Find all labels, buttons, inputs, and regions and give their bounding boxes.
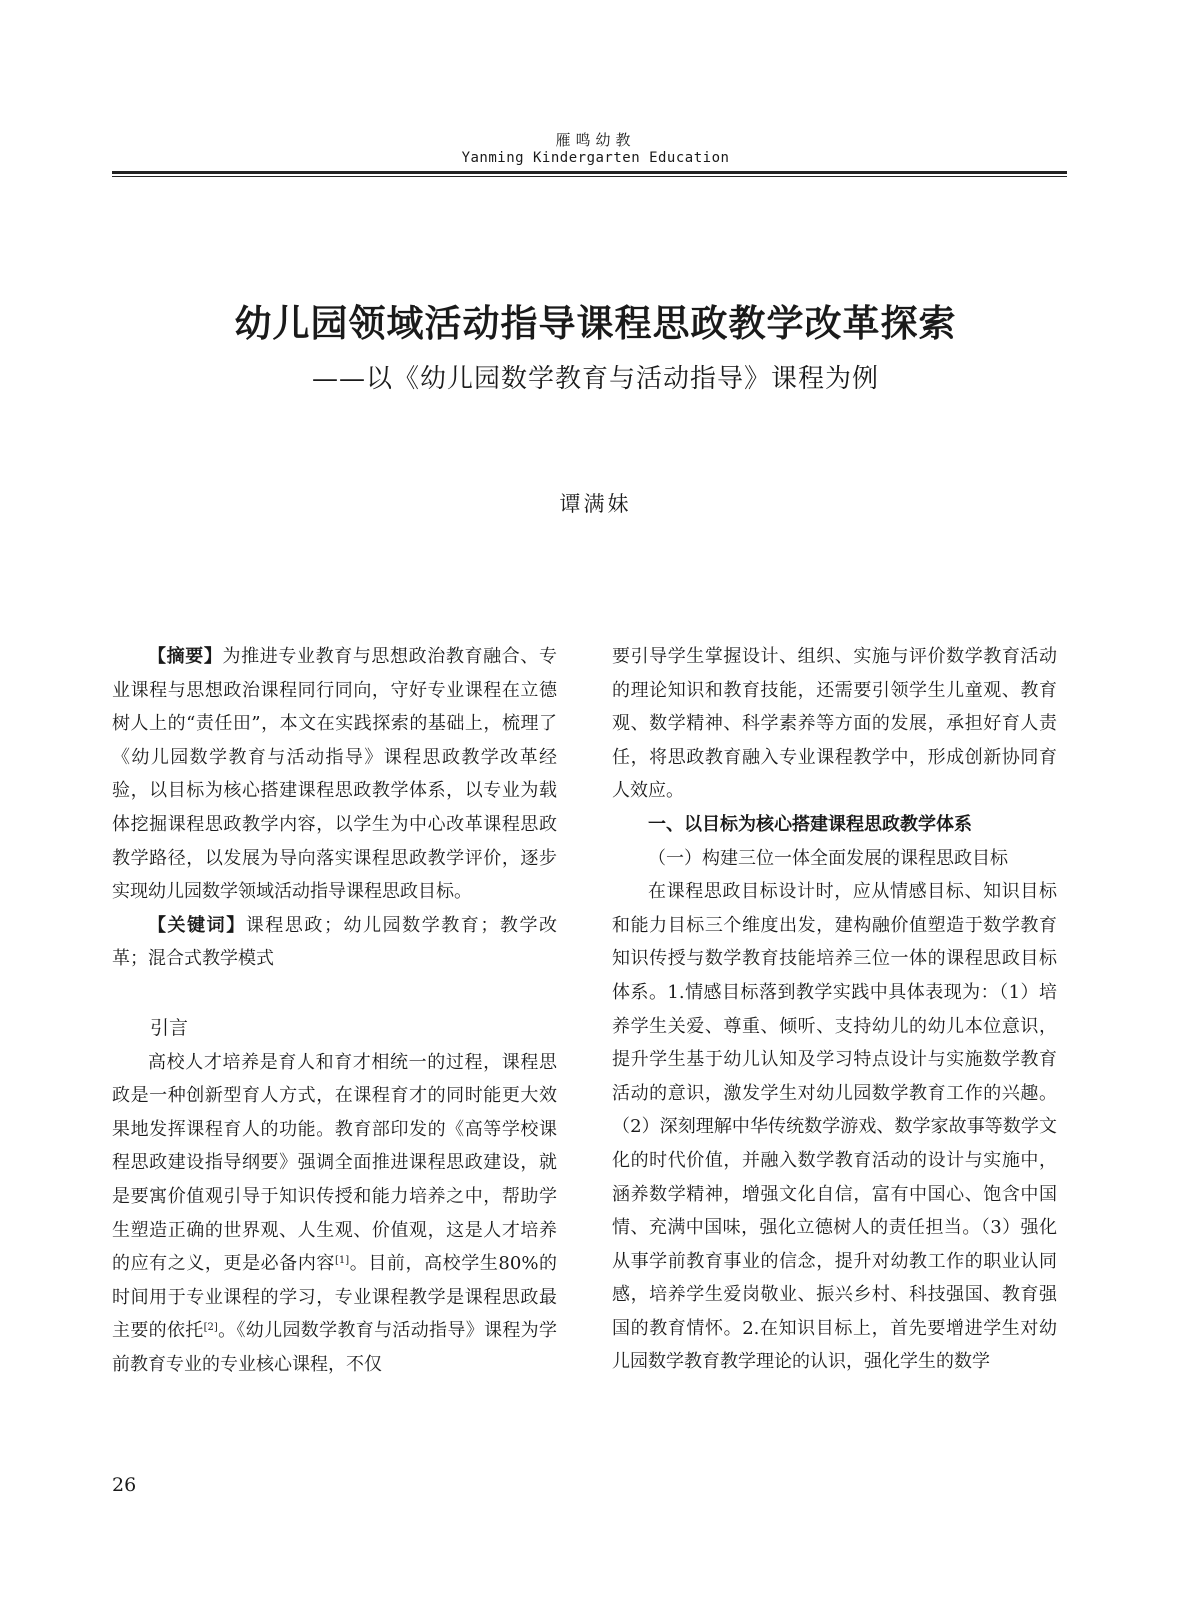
abstract-text: 为推进专业教育与思想政治教育融合、专业课程与思想政治课程同行同向，守好专业课程在立德树人上的“责任田”，本文在实践探索的基础上，梳理了《幼儿园数学教育与活动指导》课程思政教学改革经验，以目标为核心搭建课程思政教学体系，以专业为载体挖掘课程思政教学内容，以学生为中心改革课程思政教学路径，以发展为导向落实课程思政教学评价，逐步实现幼儿园数学领域活动指导课程思政目标。 (112, 646, 558, 903)
article-subtitle: ——以《幼儿园数学教育与活动指导》课程为例 (311, 364, 879, 394)
intro-continued: 要引导学生掌握设计、组织、实施与评价数学教育活动的理论知识和教育技能，还需要引领学生儿童观、教育观、数学精神、科学素养等方面的发展，承担好育人责任，将思政教育融入专业课程教学中，形成创新协同育人效应。 (612, 646, 1057, 802)
keywords (112, 909, 557, 976)
intro-heading: 引言 (150, 1016, 189, 1039)
abstract (112, 640, 557, 909)
intro-paragraph (112, 1046, 557, 1382)
intro-text-2: 。目前，高校学生80%的时间用于专业课程的学习，专业课程教学是课程思政最主要的依托 (112, 1253, 558, 1342)
reference-1: [1] (335, 1255, 350, 1267)
abstract-label: 【摘要】 (148, 646, 223, 667)
journal-name-en: Yanming Kindergarten Education (461, 150, 730, 166)
left-column (112, 640, 557, 1381)
intro-text-1: 高校人才培养是育人和育才相统一的过程，课程思政是一种创新型育人方式，在课程育才的同时能更大效果地发挥课程育人的功能。教育部印发的《高等学校课程思政建设指导纲要》强调全面推进课程思政建设，就是要寓价值观引导于知识传授和能力培养之中，帮助学生塑造正确的世界观、人生观、价值观，这是人才培养的应有之义，更是必备内容 (112, 1051, 557, 1275)
subsection-heading: （一）构建三位一体全面发展的课程思政目标 (648, 847, 1008, 869)
journal-name-cn: 雁鸣幼教 (555, 131, 636, 149)
right-column (612, 640, 1057, 1379)
section-heading: 一、以目标为核心搭建课程思政教学体系 (648, 813, 972, 835)
header-rule-thick (112, 171, 1067, 174)
article-title: 幼儿园领域活动指导课程思政教学改革探索 (234, 301, 957, 345)
page-number: 26 (112, 1474, 137, 1496)
reference-2: [2] (203, 1322, 218, 1334)
keywords-label: 【关键词】 (148, 914, 246, 936)
intro-text-3: 。《幼儿园数学教育与活动指导》课程为学前教育专业的专业核心课程，不仅 (112, 1320, 558, 1375)
header-rule-thin (112, 176, 1067, 177)
keywords-text: 课程思政；幼儿园数学教育；教学改革；混合式教学模式 (112, 914, 557, 970)
article-author: 谭满妹 (559, 492, 632, 516)
section-body: 在课程思政目标设计时，应从情感目标、知识目标和能力目标三个维度出发，建构融价值塑造于数学教育知识传授与数学教育技能培养三位一体的课程思政目标体系。1.情感目标落到教学实践中具体表现为：（1）培养学生关爱、尊重、倾听、支持幼儿的幼儿本位意识，提升学生基于幼儿认知及学习特点设计与实施数学教育活动的意识，激发学生对幼儿园数学教育工作的兴趣。（2）深刻理解中华传统数学游戏、数学家故事等数学文化的时代价值，并融入数学教育活动的设计与实施中，涵养数学精神，增强文化自信，富有中国心、饱含中国情、充满中国味，强化立德树人的责任担当。（3）强化从事学前教育事业的信念，提升对幼教工作的职业认同感，培养学生爱岗敬业、振兴乡村、科技强国、教育强国的教育情怀。2.在知识目标上，首先要增进学生对幼儿园数学教育教学理论的认识，强化学生的数学 (612, 881, 1057, 1373)
